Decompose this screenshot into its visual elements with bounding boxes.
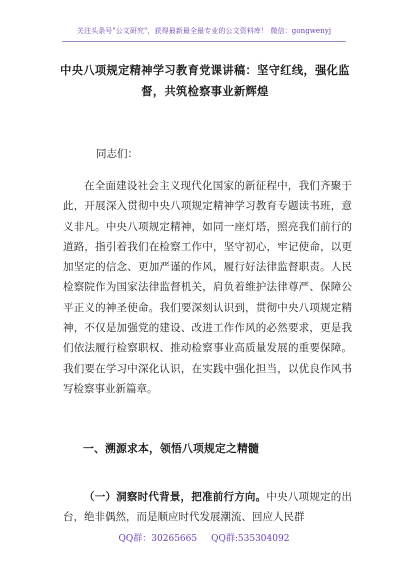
footer-contact bbox=[0, 533, 408, 545]
subsection-paragraph bbox=[63, 487, 352, 528]
footer-qq-number-1: 30265665 bbox=[151, 534, 198, 544]
footer-qq-number-2: 535304092 bbox=[237, 534, 290, 544]
document-title: 中央八项规定精神学习教育党课讲稿：坚守红线，强化监督，共筑检察事业新辉煌 bbox=[60, 63, 350, 98]
subsection-text: 中央八项规定的出台，绝非偶然，而是顺应时代发展潮流、回应人民群 bbox=[63, 491, 353, 524]
footer-qq-label-2: QQ群: bbox=[211, 534, 238, 544]
header-banner: 关注头条号"公文研究"，获得最新最全最专业的公文资料库！ 微信：gongwenyj bbox=[76, 27, 332, 35]
subsection-lead: （一）洞察时代背景，把准前行方向。 bbox=[84, 491, 267, 503]
section-heading: 一、溯源求本，领悟八项规定之精髓 bbox=[83, 442, 259, 455]
footer-qq-label-1: QQ群： bbox=[118, 534, 152, 544]
header-divider bbox=[62, 41, 346, 42]
salutation: 同志们： bbox=[96, 148, 138, 160]
intro-paragraph: 在全面建设社会主义现代化国家的新征程中，我们齐聚于此，开展深入贯彻中央八项规定精神学习教育专题读书班，意义非凡。中央八项规定精神，如同一座灯塔，照亮我们前行的道路，指引着我们在检察工作中，坚守初心，牢记使命，以更加坚定的信念、更加严谨的作风，履行好法律监督职责。人民检察院作为国家法律监督机关，肩负着维护法律尊严、保障公平正义的神圣使命。我们要深刻认识到，贯彻中央八项规定精神，不仅是加强党的建设、改进工作作风的必然要求，更是我们依法履行检察职权、推动检察事业高质量发展的重要保障。我们要在学习中深化认识，在实践中强化担当，以优良作风书写检察事业新篇章。 bbox=[63, 180, 352, 395]
